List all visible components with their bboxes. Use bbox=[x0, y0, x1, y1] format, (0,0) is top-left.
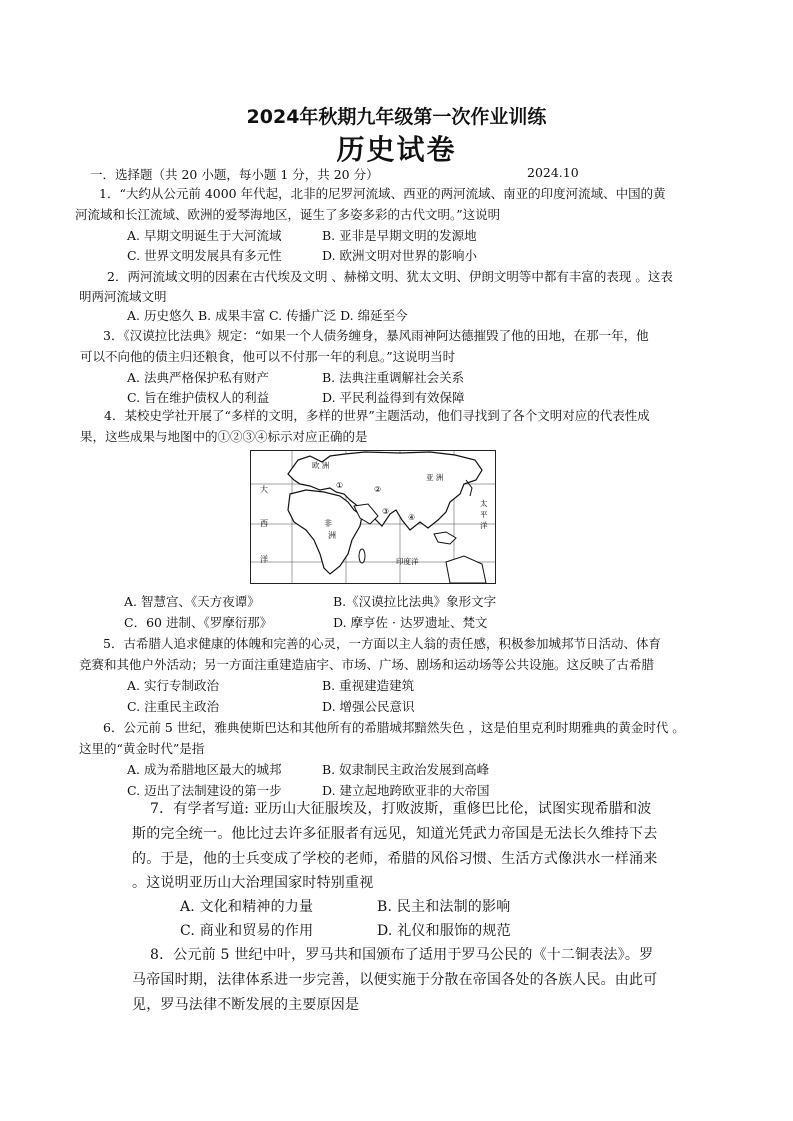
q6-option-b: B. 奴隶制民主政治发展到高峰 bbox=[322, 762, 490, 777]
q8-line1: 8．公元前 5 世纪中叶，罗马共和国颁布了适用于罗马公民的《十二铜表法》。罗 bbox=[150, 947, 654, 963]
marker-1: ① bbox=[336, 481, 344, 490]
q3-line2: 可以不向他的债主归还粮食，他可以不付那一年的利息。”这说明当时 bbox=[80, 349, 456, 364]
label-pacific-2: 平 bbox=[480, 510, 488, 519]
label-indian-ocean: 印度洋 bbox=[396, 557, 419, 566]
q5-line1: 5．古希腊人追求健康的体魄和完善的心灵，一方面以主人翁的责任感，积极参加城邦节日活动、体育 bbox=[103, 636, 661, 651]
section-heading: 一．选择题（共 20 小题，每小题 1 分，共 20 分） bbox=[90, 167, 379, 182]
q4-line1: 4．某校史学社开展了“多样的文明，多样的世界”主题活动，他们寻找到了各个文明对应的代表性成 bbox=[104, 408, 650, 423]
exam-subtitle: 历史试卷 bbox=[336, 133, 457, 166]
q1-option-a: A. 早期文明诞生于大河流域 bbox=[127, 228, 282, 243]
q7-line4: 。这说明亚历山大治理国家时特别重视 bbox=[132, 875, 374, 891]
q3-option-a: A. 法典严格保护私有财产 bbox=[127, 370, 269, 385]
q6-option-d: D. 建立起地跨欧亚非的大帝国 bbox=[322, 783, 490, 798]
q4-line2: 果，这些成果与地图中的①②③④标示对应正确的是 bbox=[80, 429, 368, 444]
exam-date: 2024.10 bbox=[527, 165, 579, 180]
q5-option-a: A. 实行专制政治 bbox=[127, 678, 219, 693]
q7-option-d: D. 礼仪和服饰的规范 bbox=[377, 923, 511, 939]
q5-line2: 竞赛和其他户外活动；另一方面注重建造庙宇、市场、广场、剧场和运动场等公共设施。这反映了古希腊 bbox=[79, 657, 655, 672]
q8-line3: 见，罗马法律不断发展的主要原因是 bbox=[132, 997, 360, 1013]
exam-title: 2024年秋期九年级第一次作业训练 bbox=[246, 106, 547, 128]
q1-line1: 1．“大约从公元前 4000 年代起，北非的尼罗河流域、西亚的两河流域、南亚的印度河流域、中国的黄 bbox=[99, 186, 666, 201]
marker-3: ③ bbox=[382, 507, 390, 516]
q4-option-d: D. 摩亨佐 · 达罗遗址、梵文 bbox=[333, 615, 488, 630]
q7-option-a: A. 文化和精神的力量 bbox=[180, 899, 314, 915]
q7-option-c: C. 商业和贸易的作用 bbox=[180, 923, 314, 939]
q5-option-b: B. 重视建造建筑 bbox=[322, 678, 415, 693]
label-africa-2: 洲 bbox=[328, 531, 336, 540]
q4-option-b: B.《汉谟拉比法典》象形文字 bbox=[333, 594, 497, 609]
q3-line1: 3．《汉谟拉比法典》规定：“如果一个人债务缠身，暴风雨神阿达德摧毁了他的田地，在那一年，他 bbox=[103, 328, 649, 343]
label-pacific-3: 洋 bbox=[480, 521, 488, 530]
q3-option-d: D. 平民利益得到有效保障 bbox=[322, 390, 465, 405]
label-atlantic-1: 大 bbox=[260, 485, 268, 494]
q6-option-c: C. 迈出了法制建设的第一步 bbox=[127, 783, 282, 798]
q6-line1: 6．公元前 5 世纪，雅典使斯巴达和其他所有的希腊城邦黯然失色 ，这是伯里克利时期雅典的黄金时代 。 bbox=[103, 720, 685, 735]
q5-option-d: D. 增强公民意识 bbox=[322, 699, 415, 714]
marker-4: ④ bbox=[408, 513, 416, 522]
q1-option-d: D. 欧洲文明对世界的影响小 bbox=[322, 248, 478, 263]
label-europe: 欧 洲 bbox=[312, 461, 330, 470]
q3-option-c: C. 旨在维护债权人的利益 bbox=[127, 390, 270, 405]
q2-line2: 明两河流域文明 bbox=[79, 289, 167, 304]
q7-line1: 7．有学者写道: 亚历山大征服埃及，打败波斯，重修巴比伦，试图实现希腊和波 bbox=[150, 801, 652, 817]
marker-2: ② bbox=[374, 485, 382, 494]
q4-option-a: A. 智慧宫、《天方夜谭》 bbox=[124, 594, 260, 609]
madagascar bbox=[359, 549, 365, 563]
q7-line2: 斯的完全统一。他比过去许多征服者有远见，知道光凭武力帝国是无法长久维持下去 bbox=[132, 826, 658, 842]
label-africa-1: 非 bbox=[324, 519, 332, 528]
world-map bbox=[250, 450, 496, 584]
q2-options: A. 历史悠久 B. 成果丰富 C. 传播广泛 D. 绵延至今 bbox=[127, 308, 408, 323]
q2-line1: 2．两河流域文明的因素在古代埃及文明 、赫梯文明、犹太文明、伊朗文明等中都有丰富的表现 。这表 bbox=[107, 269, 673, 284]
q1-option-b: B. 亚非是早期文明的发源地 bbox=[322, 228, 477, 243]
label-atlantic-3: 洋 bbox=[260, 555, 268, 564]
q1-line2: 河流域和长江流域、欧洲的爱琴海地区，诞生了多姿多彩的古代文明。”这说明 bbox=[75, 207, 501, 222]
label-pacific-1: 太 bbox=[480, 499, 488, 508]
q5-option-c: C. 注重民主政治 bbox=[127, 699, 220, 714]
q7-line3: 的。于是，他的士兵变成了学校的老师，希腊的风俗习惯、生活方式像洪水一样涌来 bbox=[132, 851, 658, 867]
label-asia: 亚 洲 bbox=[426, 473, 444, 482]
q7-option-b: B. 民主和法制的影响 bbox=[377, 899, 511, 915]
q4-option-c: C．60 进制、《罗摩衍那》 bbox=[124, 615, 273, 630]
q3-option-b: B. 法典注重调解社会关系 bbox=[322, 370, 465, 385]
q6-line2: 这里的“黄金时代”是指 bbox=[79, 741, 205, 756]
q8-line2: 马帝国时期，法律体系进一步完善，以便实施于分散在帝国各处的各族人民。由此可 bbox=[132, 972, 658, 988]
q6-option-a: A. 成为希腊地区最大的城邦 bbox=[127, 762, 282, 777]
label-atlantic-2: 西 bbox=[260, 519, 268, 528]
q1-option-c: C. 世界文明发展具有多元性 bbox=[127, 248, 282, 263]
